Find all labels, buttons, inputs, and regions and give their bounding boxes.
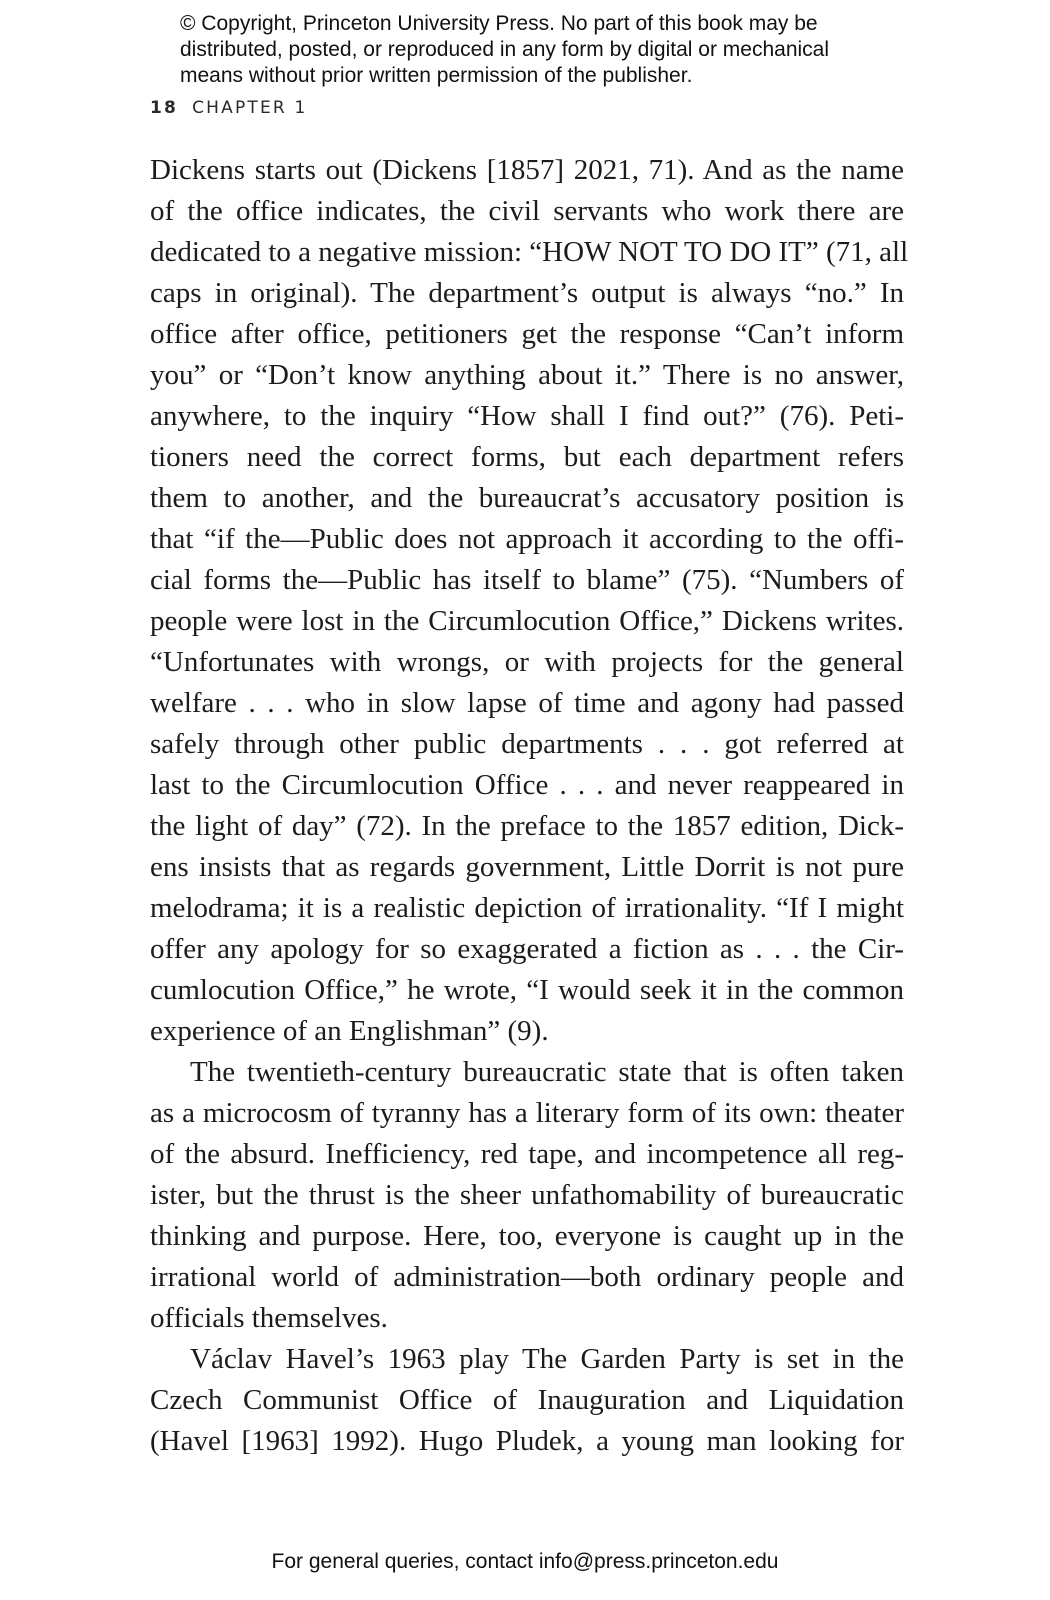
- copyright-line: © Copyright, Princeton University Press. No part of this book may be: [180, 12, 818, 35]
- text-line: you” or “Don’t know anything about it.” There is no answer,: [150, 359, 904, 391]
- text-line: welfare . . . who in slow lapse of time and agony had passed: [150, 687, 904, 719]
- footer-contact: For general queries, contact info@press.princeton.edu: [271, 1550, 779, 1573]
- copyright-line: distributed, posted, or reproduced in any form by digital or mechanical: [180, 38, 830, 61]
- text-line: thinking and purpose. Here, too, everyone is caught up in the: [150, 1220, 904, 1252]
- text-line: people were lost in the Circumlocution Office,” Dickens writes.: [150, 605, 904, 637]
- text-line: (Havel [1963] 1992). Hugo Pludek, a young man looking for: [150, 1425, 904, 1457]
- text-line: Dickens starts out (Dickens [1857] 2021, 71). And as the name: [150, 154, 904, 186]
- text-line: ister, but the thrust is the sheer unfathomability of bureaucratic: [150, 1179, 904, 1211]
- text-line: cial forms the—Public has itself to blame” (75). “Numbers of: [150, 564, 904, 596]
- text-line: as a microcosm of tyranny has a literary form of its own: theater: [150, 1097, 904, 1129]
- text-line: dedicated to a negative mission: “HOW NOT TO DO IT” (71, all: [150, 236, 909, 268]
- text-line: of the office indicates, the civil servants who work there are: [150, 195, 904, 227]
- text-line: office after office, petitioners get the response “Can’t inform: [150, 318, 904, 350]
- chapter-label: CHAPTER 1: [192, 98, 308, 118]
- text-line: them to another, and the bureaucrat’s accusatory position is: [150, 482, 904, 514]
- text-line: of the absurd. Inefficiency, red tape, and incompetence all reg-: [150, 1138, 904, 1170]
- text-line: ens insists that as regards government, Little Dorrit is not pure: [150, 851, 904, 883]
- body-text: [150, 150, 909, 1462]
- text-line: Czech Communist Office of Inauguration and Liquidation: [150, 1384, 904, 1416]
- text-line: Václav Havel’s 1963 play The Garden Party is set in the: [190, 1343, 904, 1375]
- text-line: experience of an Englishman” (9).: [150, 1015, 549, 1047]
- page-number: 18: [150, 98, 179, 118]
- text-line: offer any apology for so exaggerated a fiction as . . . the Cir-: [150, 933, 904, 965]
- text-line: the light of day” (72). In the preface to the 1857 edition, Dick-: [150, 810, 904, 842]
- text-line: last to the Circumlocution Office . . . and never reappeared in: [150, 769, 904, 801]
- text-line: The twentieth-century bureaucratic state that is often taken: [190, 1056, 904, 1088]
- text-line: anywhere, to the inquiry “How shall I find out?” (76). Peti-: [150, 400, 904, 432]
- text-line: caps in original). The department’s output is always “no.” In: [150, 277, 904, 309]
- text-line: “Unfortunates with wrongs, or with projects for the general: [150, 646, 904, 678]
- text-line: irrational world of administration—both ordinary people and: [150, 1261, 904, 1293]
- text-line: tioners need the correct forms, but each department refers: [150, 441, 904, 473]
- copyright-line: means without prior written permission of the publisher.: [180, 64, 693, 87]
- copyright-notice: [180, 11, 940, 89]
- text-line: melodrama; it is a realistic depiction of irrationality. “If I might: [150, 892, 904, 924]
- text-line: safely through other public departments . . . got referred at: [150, 728, 904, 760]
- running-head: [150, 97, 308, 119]
- text-line: officials themselves.: [150, 1302, 388, 1334]
- text-line: cumlocution Office,” he wrote, “I would seek it in the common: [150, 974, 904, 1006]
- text-line: that “if the—Public does not approach it according to the offi-: [150, 523, 904, 555]
